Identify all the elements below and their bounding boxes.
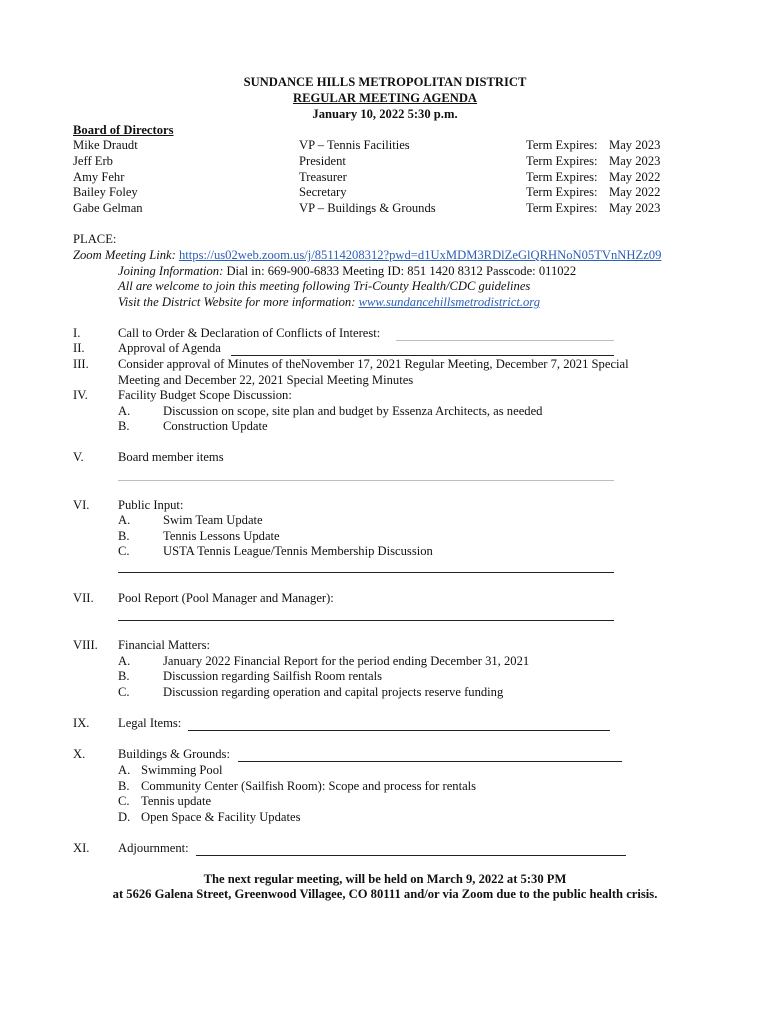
agenda-item-board-member: Board member items	[118, 450, 224, 464]
sub-item-text: Swimming Pool	[141, 763, 223, 777]
agenda-item-minutes: Consider approval of Minutes of theNovember 17, 2021 Regular Meeting, December 7, 2021 Special	[118, 357, 629, 371]
sub-item-text: Tennis update	[141, 794, 212, 808]
agenda-number: IX.	[73, 716, 90, 730]
sub-item-text: Discussion regarding operation and capital projects reserve funding	[163, 685, 504, 699]
agenda-item-financial: Financial Matters:	[118, 638, 210, 652]
agenda-number: X.	[73, 747, 86, 761]
blank-line	[188, 730, 610, 731]
website-line	[118, 295, 540, 311]
agenda-title	[0, 91, 770, 107]
sub-item-letter: C.	[118, 794, 130, 808]
blank-line	[238, 761, 622, 762]
zoom-line	[73, 248, 661, 264]
board-heading: Board of Directors	[73, 123, 174, 137]
zoom-label: Zoom Meeting Link:	[73, 248, 176, 262]
sub-item-letter: B.	[118, 529, 130, 543]
agenda-item-approval: Approval of Agenda	[118, 341, 221, 355]
sub-item-text: Community Center (Sailfish Room): Scope and process for rentals	[141, 779, 477, 793]
joining-info	[118, 264, 576, 280]
member-term-label: Term Expires:	[526, 201, 598, 215]
agenda-item-call-to-order: Call to Order & Declaration of Conflicts of Interest:	[118, 326, 381, 340]
sub-item-letter: A.	[118, 404, 131, 418]
agenda-number: III.	[73, 357, 89, 371]
agenda-item-legal: Legal Items:	[118, 716, 182, 730]
district-name: SUNDANCE HILLS METROPOLITAN DISTRICT	[243, 75, 527, 89]
blank-line	[118, 480, 614, 481]
member-name: Mike Draudt	[73, 138, 138, 152]
website-label: Visit the District Website for more information:	[118, 295, 356, 309]
next-meeting-location: at 5626 Galena Street, Greenwood Villagee, CO 80111 and/or via Zoom due to the public health crisis.	[112, 887, 658, 901]
member-term: May 2023	[609, 154, 661, 168]
blank-line	[118, 572, 614, 573]
agenda-item-public-input: Public Input:	[118, 498, 184, 512]
sub-item-text: January 2022 Financial Report for the period ending December 31, 2021	[163, 654, 530, 668]
member-role: Secretary	[299, 185, 347, 199]
meeting-date-time: January 10, 2022 5:30 p.m.	[312, 107, 458, 121]
member-role: President	[299, 154, 346, 168]
member-name: Gabe Gelman	[73, 201, 143, 215]
sub-item-text: Construction Update	[163, 419, 268, 433]
blank-line	[231, 355, 614, 356]
sub-item-letter: A.	[118, 763, 131, 777]
agenda-item-minutes-cont: Meeting and December 22, 2021 Special Meeting Minutes	[118, 373, 414, 387]
agenda-item-pool-report: Pool Report (Pool Manager and Manager):	[118, 591, 334, 605]
agenda-number: VI.	[73, 498, 90, 512]
sub-item-letter: B.	[118, 779, 130, 793]
sub-item-letter: C.	[118, 544, 130, 558]
member-term-label: Term Expires:	[526, 185, 598, 199]
sub-item-letter: A.	[118, 654, 131, 668]
agenda-number: VII.	[73, 591, 94, 605]
member-term: May 2022	[609, 170, 661, 184]
blank-line	[396, 340, 614, 341]
member-term-label: Term Expires:	[526, 170, 598, 184]
sub-item-letter: D.	[118, 810, 131, 824]
member-term: May 2022	[609, 185, 661, 199]
member-term: May 2023	[609, 201, 661, 215]
blank-line	[118, 620, 614, 621]
next-meeting-note: The next regular meeting, will be held on March 9, 2022 at 5:30 PM	[203, 872, 567, 886]
member-term: May 2023	[609, 138, 661, 152]
zoom-meeting-link[interactable]: https://us02web.zoom.us/j/85114208312?pwd=d1UxMDM3RDlZeGlQRHNoN05TVnNHZz09	[179, 248, 662, 262]
agenda-item-adjournment: Adjournment:	[118, 841, 189, 855]
sub-item-letter: C.	[118, 685, 130, 699]
member-role: VP – Buildings & Grounds	[299, 201, 436, 215]
welcome-note: All are welcome to join this meeting following Tri-County Health/CDC guidelines	[118, 279, 531, 293]
district-website-link[interactable]: www.sundancehillsmetrodistrict.org	[358, 295, 541, 309]
agenda-number: V.	[73, 450, 84, 464]
sub-item-text: Tennis Lessons Update	[163, 529, 280, 543]
member-role: VP – Tennis Facilities	[299, 138, 410, 152]
member-term-label: Term Expires:	[526, 138, 598, 152]
sub-item-text: USTA Tennis League/Tennis Membership Discussion	[163, 544, 433, 558]
agenda-item-buildings: Buildings & Grounds:	[118, 747, 230, 761]
sub-item-letter: B.	[118, 419, 130, 433]
sub-item-text: Swim Team Update	[163, 513, 263, 527]
place-label: PLACE:	[73, 232, 117, 246]
sub-item-text: Discussion regarding Sailfish Room rentals	[163, 669, 382, 683]
joining-text: Dial in: 669-900-6833 Meeting ID: 851 1420 8312 Passcode: 011022	[226, 264, 577, 278]
joining-label: Joining Information:	[118, 264, 224, 278]
sub-item-text: Discussion on scope, site plan and budget by Essenza Architects, as needed	[163, 404, 543, 418]
member-term-label: Term Expires:	[526, 154, 598, 168]
member-name: Amy Fehr	[73, 170, 125, 184]
agenda-number: VIII.	[73, 638, 98, 652]
sub-item-letter: B.	[118, 669, 130, 683]
agenda-title-text: REGULAR MEETING AGENDA	[292, 91, 478, 105]
agenda-number: XI.	[73, 841, 90, 855]
agenda-item-facility-budget: Facility Budget Scope Discussion:	[118, 388, 292, 402]
member-name: Jeff Erb	[73, 154, 113, 168]
member-name: Bailey Foley	[73, 185, 138, 199]
agenda-number: I.	[73, 326, 81, 340]
member-role: Treasurer	[299, 170, 347, 184]
blank-line	[196, 855, 626, 856]
sub-item-letter: A.	[118, 513, 131, 527]
agenda-number: II.	[73, 341, 85, 355]
agenda-number: IV.	[73, 388, 88, 402]
sub-item-text: Open Space & Facility Updates	[141, 810, 301, 824]
